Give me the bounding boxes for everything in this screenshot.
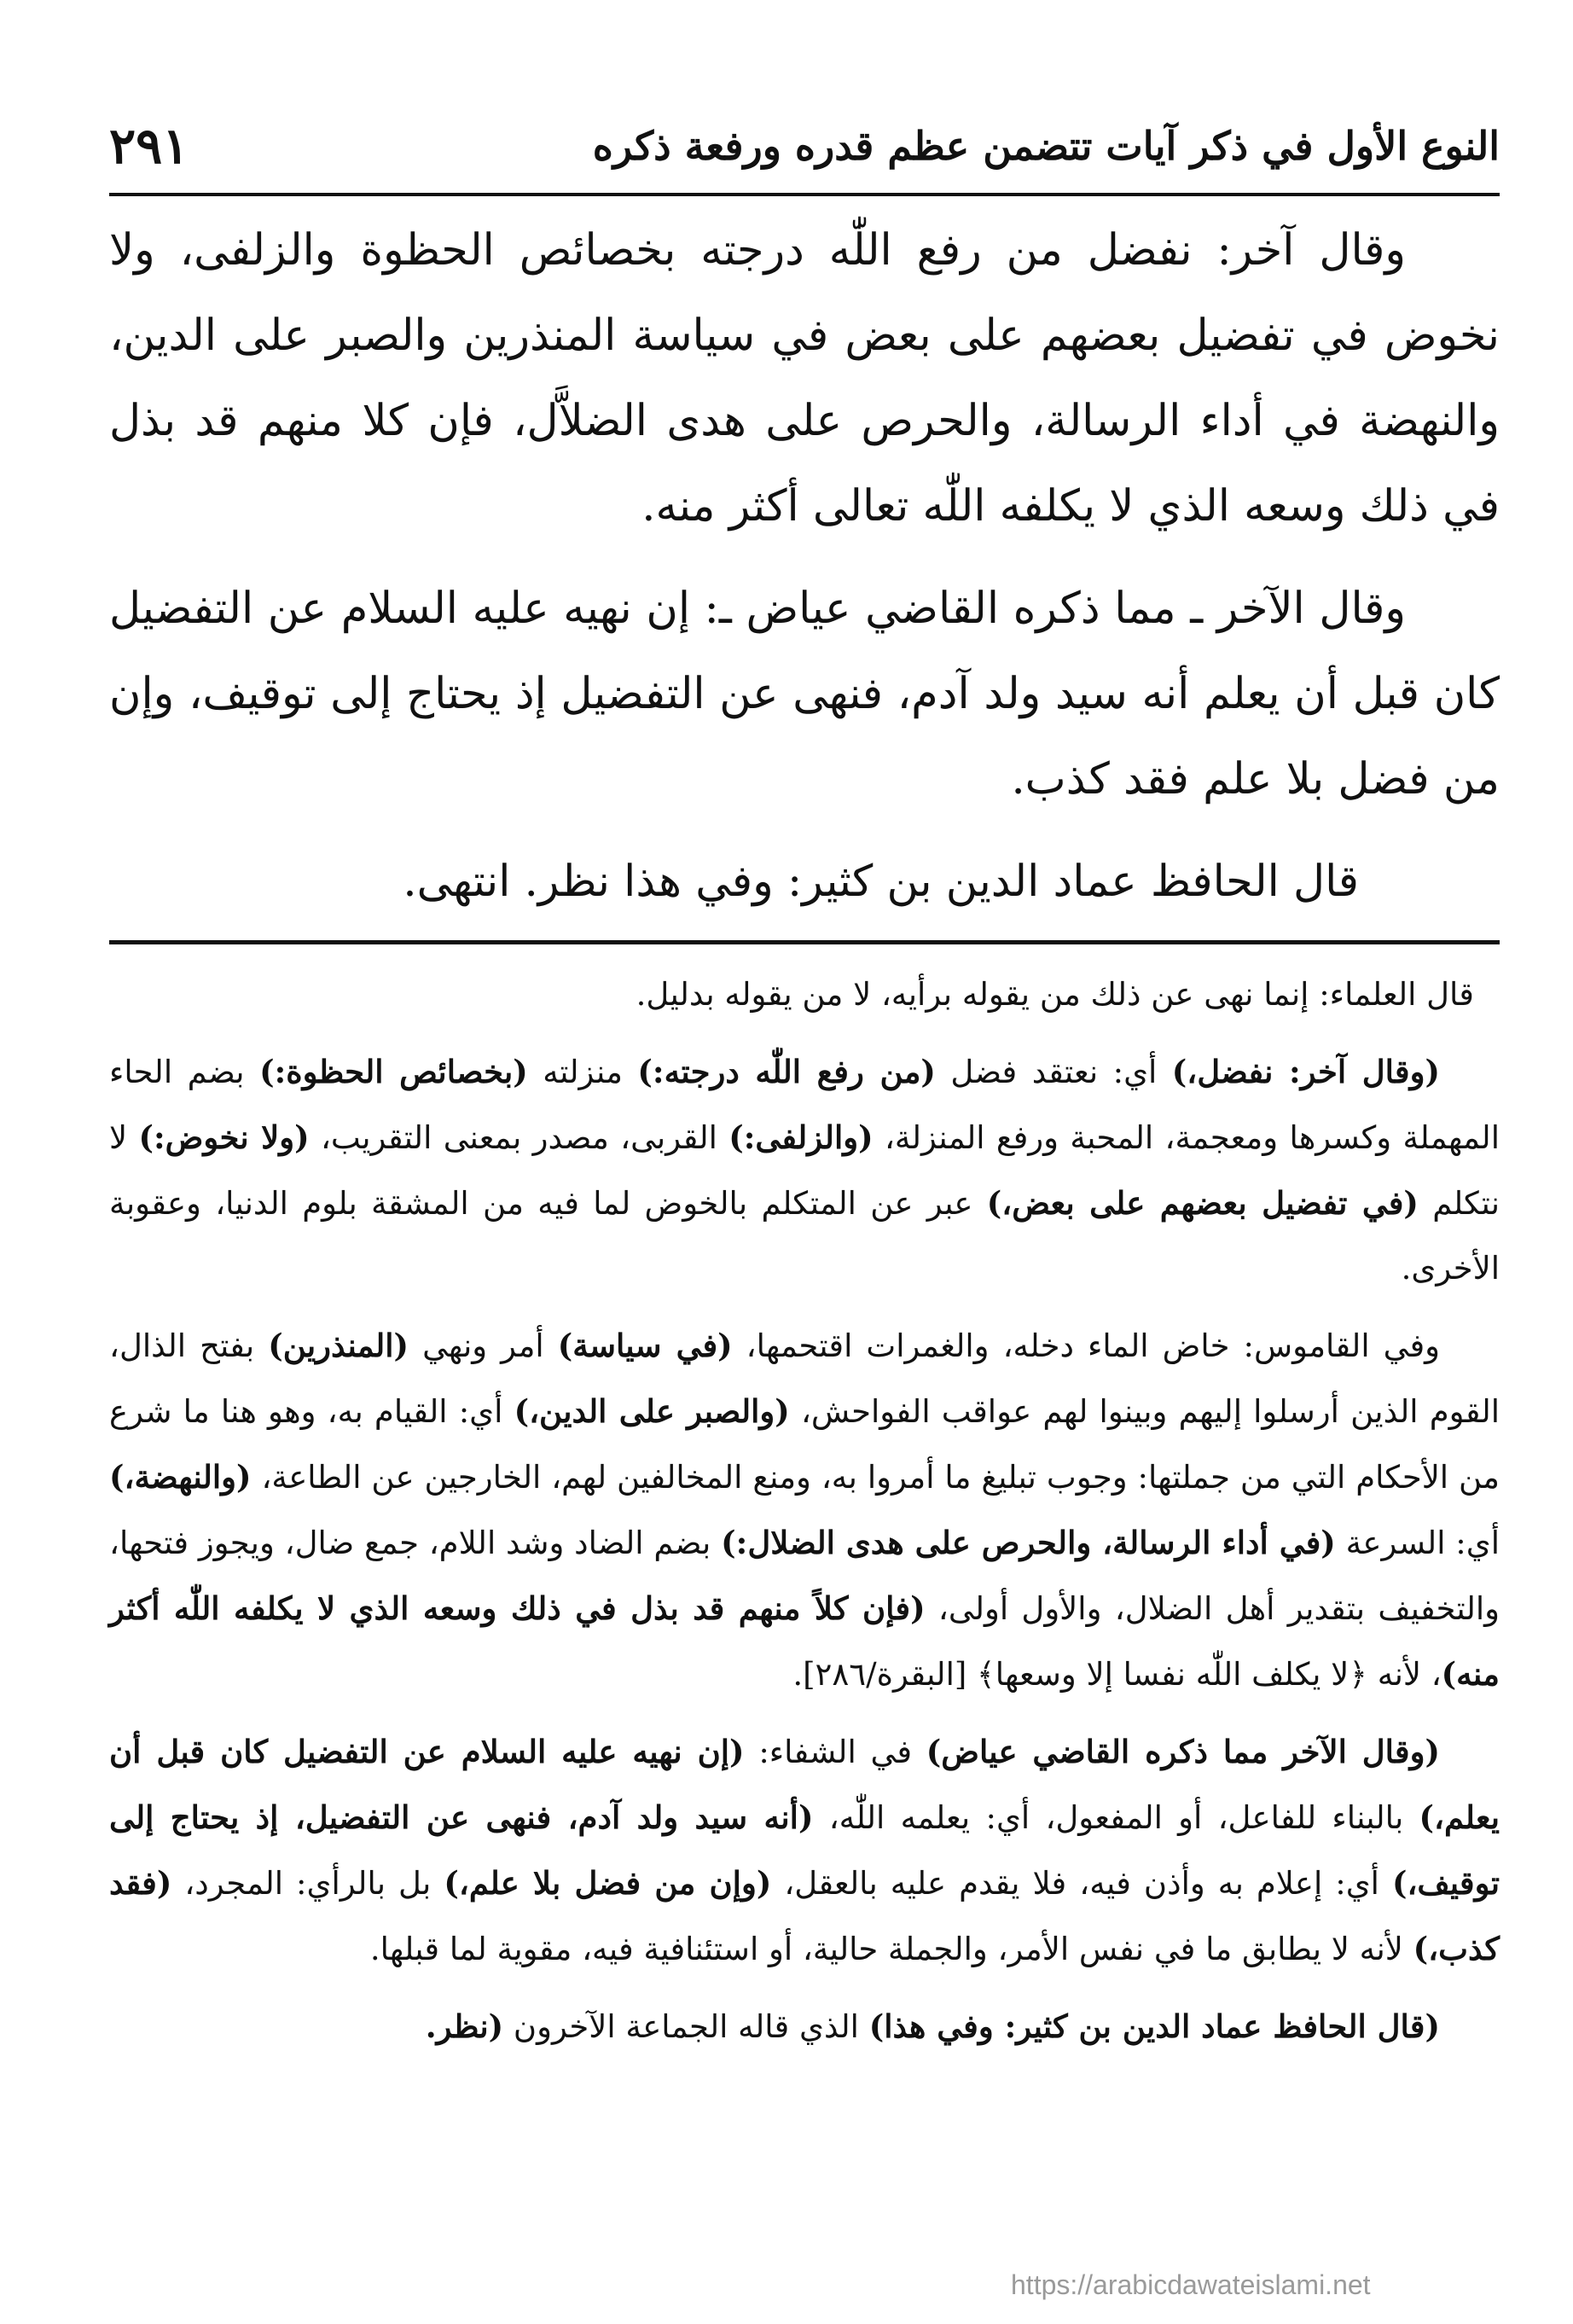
commentary-text: ، لأنه ﴿لا يكلف اللّٰه نفسا إلا وسعها﴾ [البقرة/٢٨٦]. [792, 1656, 1442, 1693]
commentary-text: لأنه لا يطابق ما في نفس الأمر، والجملة حالية، أو استئنافية فيه، مقوية لما قبلها. [369, 1931, 1413, 1967]
quoted-text: (من رفع اللّٰه درجته:) [637, 1053, 936, 1090]
quoted-text: (وقال آخر: نفضل،) [1171, 1053, 1440, 1090]
quoted-text: (في تفضيل بعضهم على بعض،) [986, 1184, 1419, 1222]
commentary-text: الذي قاله الجماعة الآخرون [503, 2008, 869, 2045]
quoted-text: (نظر. [425, 2007, 504, 2045]
commentary-text: وفي القاموس: خاض الماء دخله، والغمرات اقتحمها، [732, 1328, 1441, 1364]
commentary-text: أمر ونهي [409, 1328, 558, 1364]
commentary-text: أي: نعتقد فضل [935, 1054, 1172, 1090]
commentary-divider [109, 940, 1500, 944]
quoted-text: (في أداء الرسالة، والحرص على هدى الضلال:) [721, 1524, 1336, 1561]
quoted-text: (وقال الآخر مما ذكره القاضي عياض) [926, 1733, 1440, 1770]
main-text [109, 208, 1500, 942]
commentary-text: منزلته [527, 1054, 638, 1090]
quoted-text: (والزلفى:) [728, 1118, 874, 1156]
commentary-paragraph [109, 1994, 1500, 2060]
quoted-text: (قال الحافظ عماد الدين بن كثير: وفي هذا) [868, 2007, 1440, 2045]
commentary-text: أي: إعلام به وأذن فيه، فلا يقدم عليه بالعقل، [771, 1865, 1392, 1902]
running-header [109, 111, 1500, 181]
commentary-text: بل بالرأي: المجرد، [171, 1865, 444, 1902]
commentary-text: عبر عن المتكلم بالخوض لما فيه من المشقة بلوم الدنيا، وعقوبة الأخرى. [109, 1185, 1500, 1287]
commentary-text: أي: السرعة [1335, 1525, 1500, 1561]
header-title: النوع الأول في ذكر آيات تتضمن عظم قدره ورفعة ذكره [592, 123, 1500, 169]
commentary-text: القربى، مصدر بمعنى التقريب، [309, 1119, 729, 1156]
commentary-text: بفتح الذال، القوم الذين أرسلوا إليهم وبينوا لهم عواقب الفواحش، [109, 1328, 1500, 1430]
quoted-text: (أنه سيد ولد آدم، فنهى عن التفضيل، إذ يحتاج إلى توقيف،) [109, 1798, 1500, 1902]
main-paragraph: وقال الآخر ـ مما ذكره القاضي عياض ـ: إن نهيه عليه السلام عن التفضيل كان قبل أن يعلم أنه سيد ولد آدم، فنهى عن التفضيل إذ يحتاج إلى توقيف، وإن من فضل بلا علم فقد كذب. [109, 584, 1500, 805]
commentary-text: أي: القيام به، وهو هنا ما شرع من الأحكام التي من جملتها: وجوب تبليغ ما أمروا به، ومنع المخالفين لهم، الخارجين عن الطاعة، [109, 1393, 1500, 1496]
quoted-text: (والصبر على الدين،) [514, 1392, 790, 1430]
commentary-paragraph [109, 1039, 1500, 1301]
header-divider [109, 193, 1500, 196]
quoted-text: (إن نهيه عليه السلام عن التفضيل كان قبل أن يعلم،) [109, 1733, 1500, 1836]
commentary [109, 962, 1500, 2071]
quoted-text: (بخصائص الحظوة:) [259, 1053, 528, 1090]
commentary-paragraph [109, 1719, 1500, 1982]
quoted-text: (وإن من فضل بلا علم،) [444, 1864, 772, 1902]
commentary-text: بالبناء للفاعل، أو المفعول، أي: يعلمه اللّٰه، [813, 1799, 1419, 1836]
commentary-text: بضم الضاد وشد اللام، جمع ضال، ويجوز فتحها، والتخفيف بتقدير أهل الضلال، والأول أولى، [109, 1525, 1500, 1627]
quoted-text: (ولا نخوض:) [138, 1118, 310, 1156]
main-paragraph: قال الحافظ عماد الدين بن كثير: وفي هذا نظر. انتهى. [403, 857, 1359, 907]
main-paragraph: وقال آخر: نفضل من رفع اللّٰه درجته بخصائص الحظوة والزلفى، ولا نخوض في تفضيل بعضهم على بعض في سياسة المنذرين والصبر على الدين، والنهضة في أداء الرسالة، والحرص على هدى الضلاَّل، فإن كلا منهم قد بذل في ذلك وسعه الذي لا يكلفه اللّٰه تعالى أكثر منه. [109, 225, 1500, 532]
quoted-text: (فإن كلاً منهم قد بذل في ذلك وسعه الذي لا يكلفه اللّٰه أكثر منه) [109, 1589, 1500, 1693]
commentary-text: لا نتكلم [109, 1119, 1500, 1222]
commentary-paragraph: قال العلماء: إنما نهى عن ذلك من يقوله برأيه، لا من يقوله بدليل. [636, 976, 1474, 1013]
quoted-text: (في سياسة) [557, 1327, 733, 1364]
quoted-text: (المنذرين) [268, 1327, 409, 1364]
commentary-text: في الشفاء: [744, 1734, 926, 1770]
commentary-text: بضم الحاء المهملة وكسرها ومعجمة، المحبة ورفع المنزلة، [109, 1054, 1500, 1156]
page-number: ٢٩١ [109, 117, 189, 175]
quoted-text: (فقد كذب،) [109, 1864, 1500, 1967]
commentary-paragraph [109, 1313, 1500, 1707]
quoted-text: (والنهضة،) [109, 1458, 252, 1496]
watermark-url: https://arabicdawateislami.net [1011, 2269, 1371, 2300]
